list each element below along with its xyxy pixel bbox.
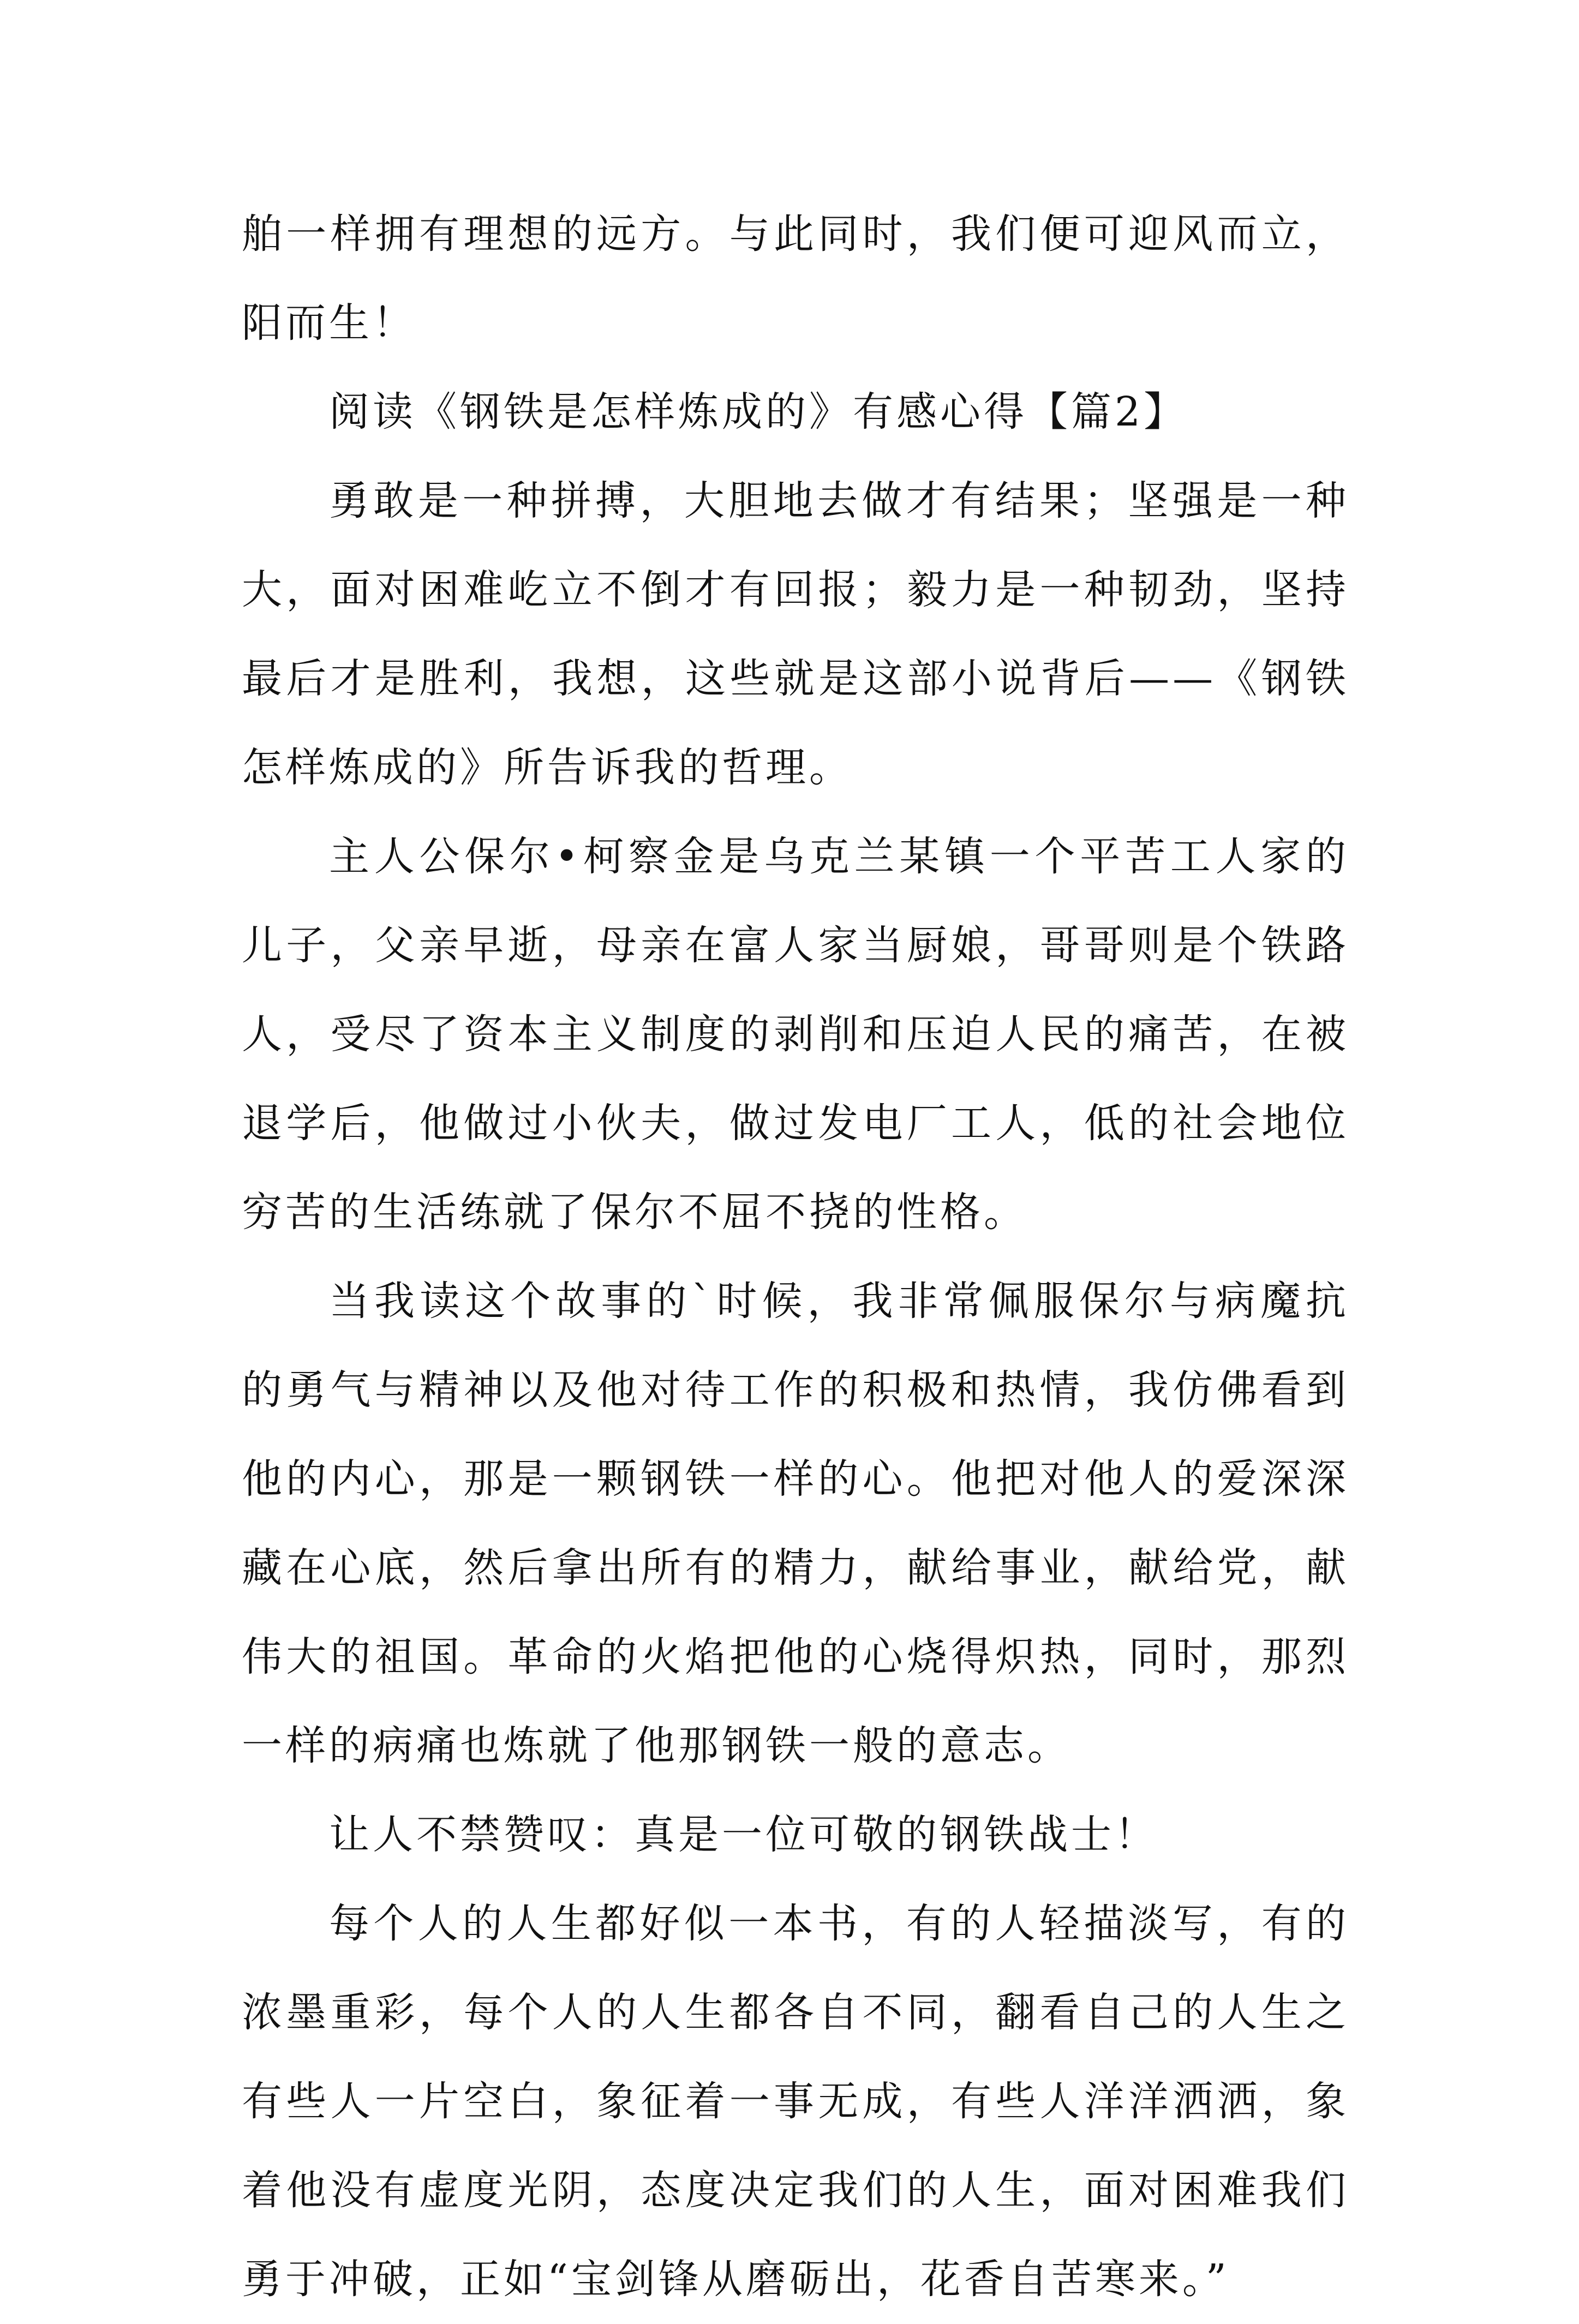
text-line: 阳而生！ bbox=[242, 300, 416, 346]
text-line: 伟大的祖国。革命的火焰把他的心烧得炽热，同时，那烈 bbox=[242, 1633, 1349, 1680]
text-line: 最后才是胜利，我想，这些就是这部小说背后——《钢铁 bbox=[242, 655, 1349, 702]
text-line: 舶一样拥有理想的远方。与此同时，我们便可迎风而立， bbox=[242, 211, 1349, 257]
text-line: 儿子，父亲早逝，母亲在富人家当厨娘，哥哥则是个铁路 bbox=[242, 922, 1349, 969]
text-line: 有些人一片空白，象征着一事无成，有些人洋洋洒洒，象 bbox=[242, 2078, 1349, 2125]
text-line: 勇敢是一种拼搏，大胆地去做才有结果；坚强是一种 bbox=[329, 477, 1349, 524]
text-line: 怎样炼成的》所告诉我的哲理。 bbox=[242, 744, 853, 791]
text-line: 浓墨重彩，每个人的人生都各自不同，翻看自己的人生之 bbox=[242, 1989, 1349, 2036]
text-line: 当我读这个故事的`时候，我非常佩服保尔与病魔抗 bbox=[329, 1278, 1349, 1325]
text-line: 他的内心，那是一颗钢铁一样的心。他把对他人的爱深深 bbox=[242, 1456, 1349, 1502]
document-body bbox=[242, 190, 1349, 2324]
text-line: 人，受尽了资本主义制度的剥削和压迫人民的痛苦，在被 bbox=[242, 1011, 1349, 1058]
text-line: 着他没有虚度光阴，态度决定我们的人生，面对困难我们 bbox=[242, 2167, 1349, 2214]
text-line: 藏在心底，然后拿出所有的精力，献给事业，献给党，献 bbox=[242, 1544, 1349, 1591]
text-line: 一样的病痛也炼就了他那钢铁一般的意志。 bbox=[242, 1722, 1071, 1769]
text-line: 穷苦的生活练就了保尔不屈不挠的性格。 bbox=[242, 1189, 1027, 1236]
text-line: 的勇气与精神以及他对待工作的积极和热情，我仿佛看到 bbox=[242, 1367, 1349, 1413]
text-line: 让人不禁赞叹：真是一位可敬的钢铁战士！ bbox=[329, 1811, 1158, 1858]
text-line: 退学后，他做过小伙夫，做过发电厂工人，低的社会地位 bbox=[242, 1100, 1349, 1147]
text-line: 每个人的人生都好似一本书，有的人轻描淡写，有的 bbox=[329, 1900, 1349, 1947]
text-line: 勇于冲破，正如“宝剑锋从磨砺出，花香自苦寒来。” bbox=[242, 2256, 1230, 2303]
text-line: 阅读《钢铁是怎样炼成的》有感心得【篇2】 bbox=[329, 388, 1188, 435]
text-line: 主人公保尔•柯察金是乌克兰某镇一个平苦工人家的 bbox=[329, 833, 1349, 880]
text-line: 大，面对困难屹立不倒才有回报；毅力是一种韧劲，坚持 bbox=[242, 566, 1349, 613]
